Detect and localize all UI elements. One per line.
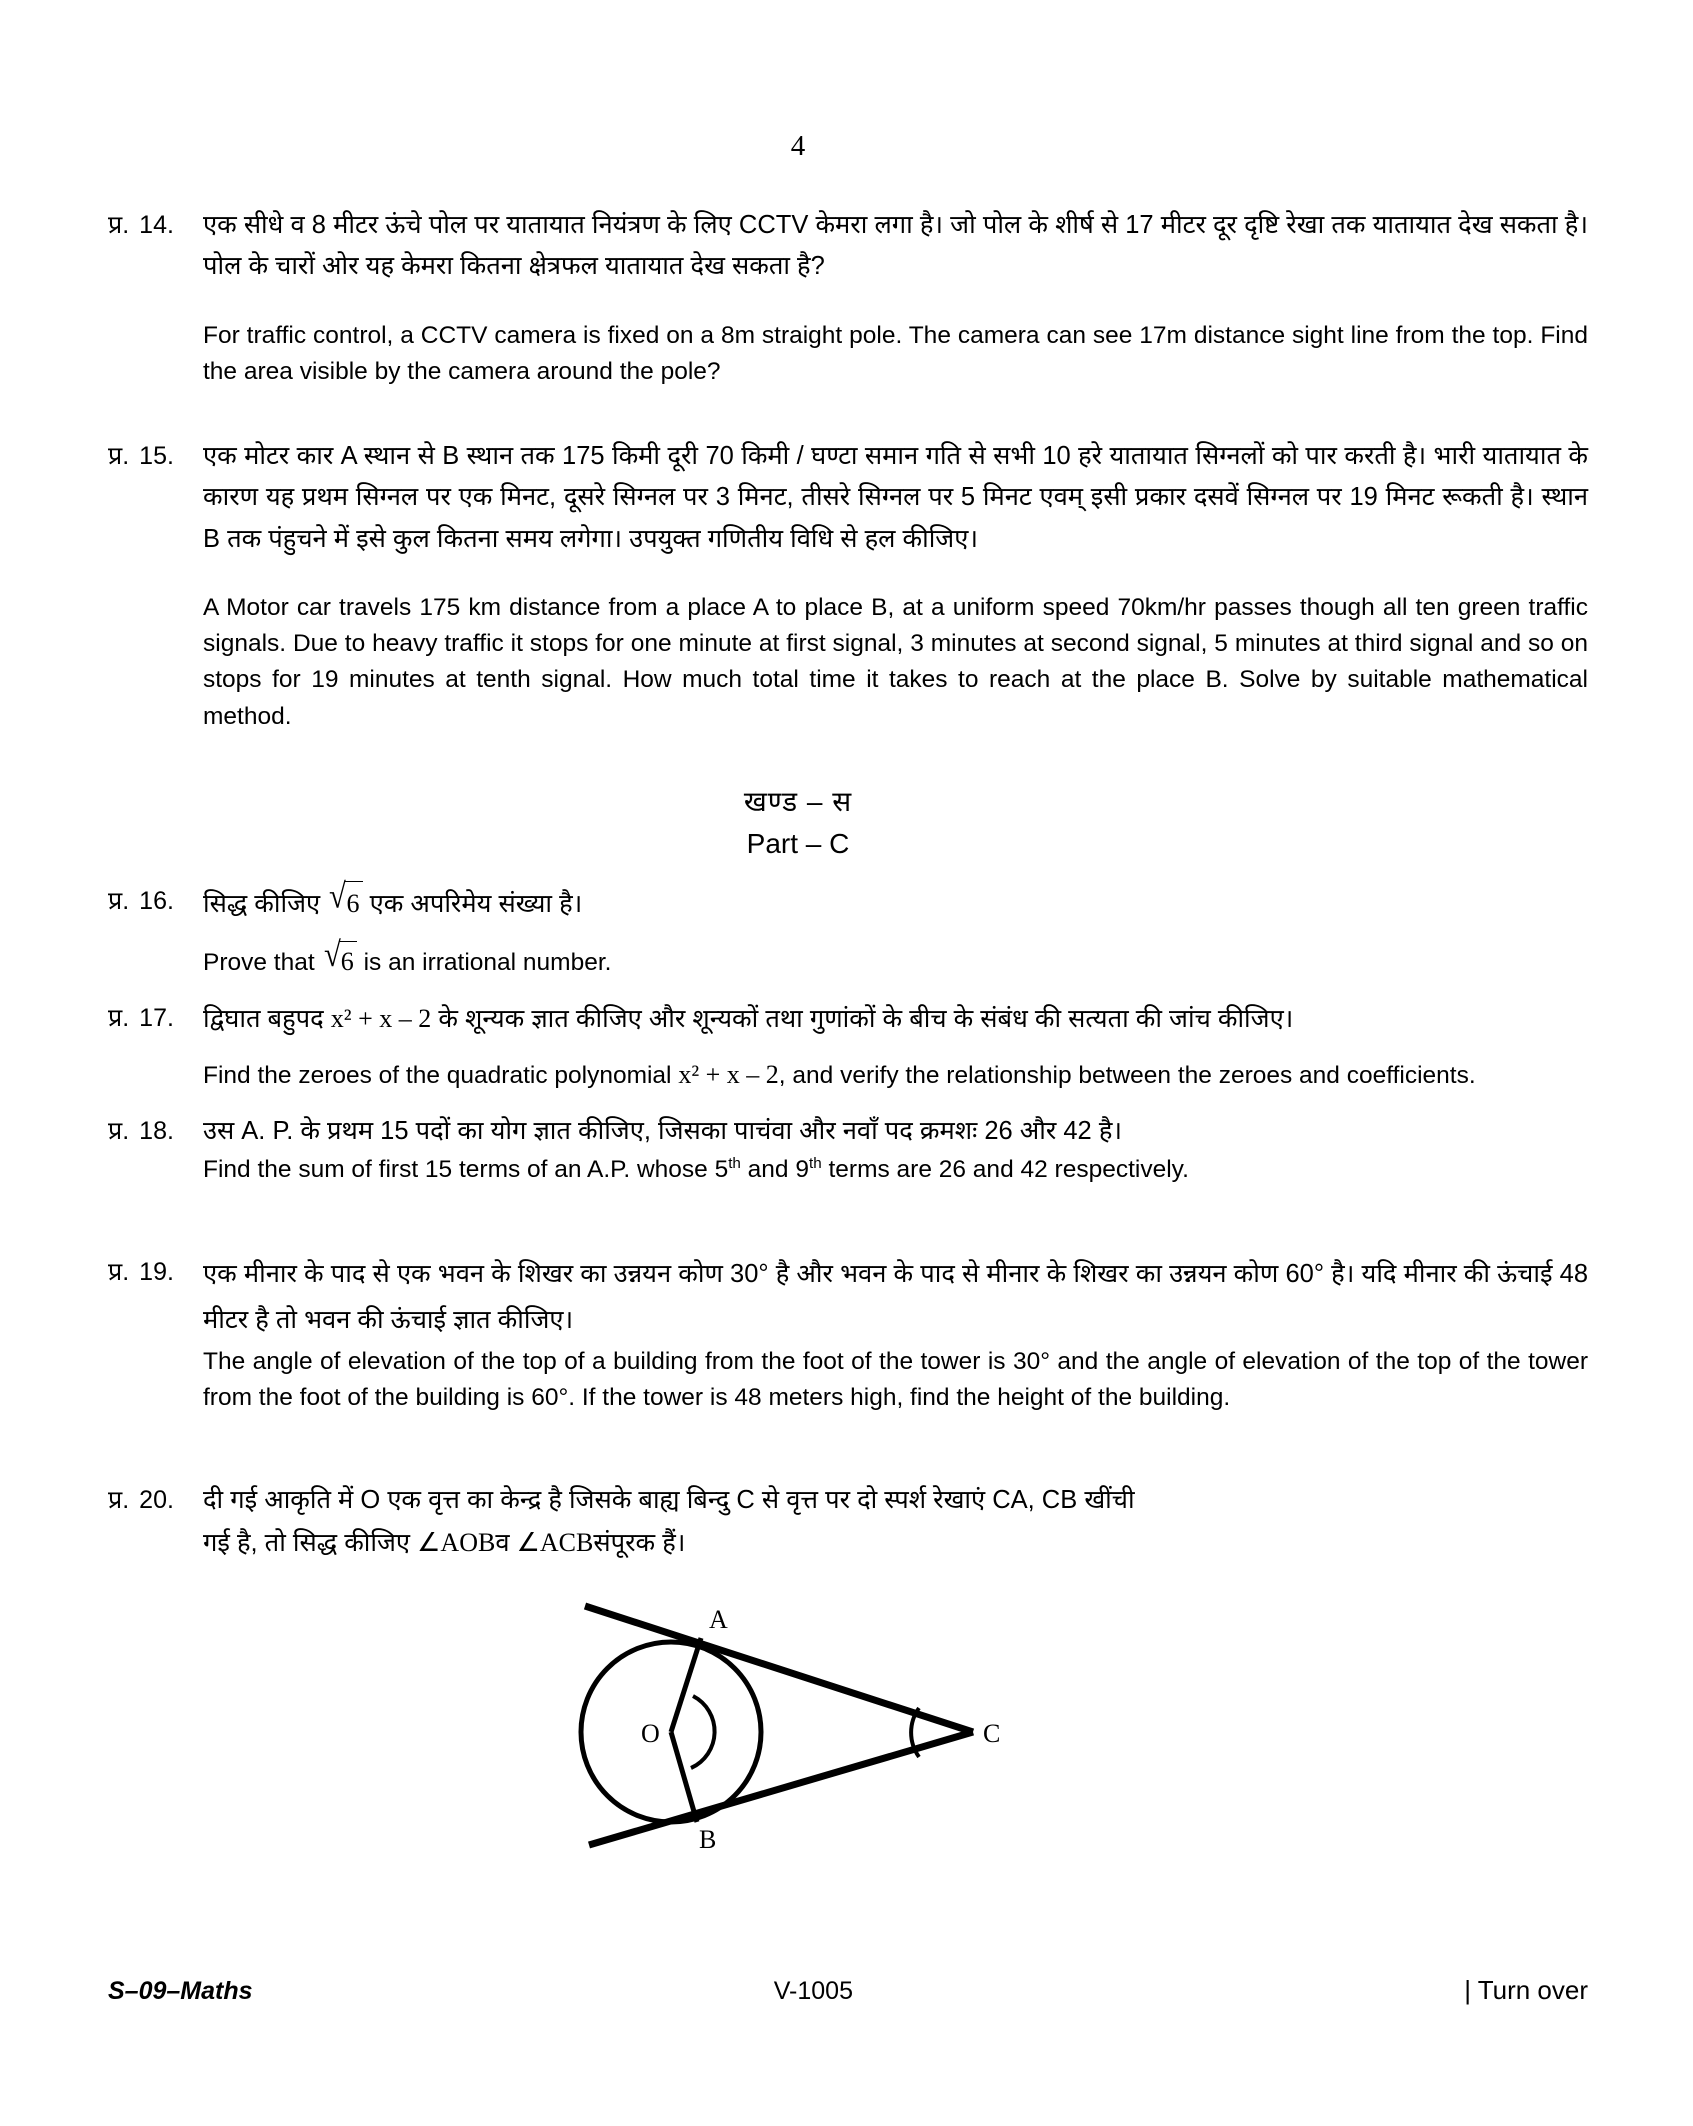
angle-aob: ∠AOB: [417, 1527, 496, 1557]
question-20-number: 20.: [139, 1486, 174, 1515]
page-content: [108, 130, 1588, 1850]
question-15-label: [108, 436, 203, 477]
question-18-english: [203, 1152, 1588, 1188]
quadratic-expression: x² + x – 2: [330, 1003, 432, 1033]
question-16-hindi-after: एक अपरिमेय संख्या है।: [369, 889, 583, 918]
question-prefix: प्र.: [108, 211, 130, 239]
question-prefix: प्र.: [108, 1003, 130, 1032]
part-c-heading: [108, 781, 1488, 865]
question-prefix: प्र.: [108, 1258, 130, 1287]
question-15-number: 15.: [139, 442, 174, 471]
question-16-label: [108, 881, 203, 922]
radius-ob: [671, 1732, 697, 1822]
question-14: [108, 205, 1588, 390]
question-17-hindi: [203, 998, 1588, 1040]
turn-over-note: | Turn over: [1464, 1975, 1588, 2005]
question-14-english: For traffic control, a CCTV camera is fixed on a 8m straight pole. The camera can see 17m distance sight line from the top. Find the area visible by the camera around the pole?: [203, 321, 1588, 385]
question-15: [108, 436, 1588, 735]
conjunction: व: [495, 1528, 510, 1557]
question-18-body: [203, 1111, 1588, 1189]
question-16-english-after: is an irrational number.: [363, 949, 612, 977]
question-17-number: 17.: [139, 1003, 174, 1032]
question-18: [108, 1111, 1588, 1189]
question-16-body: [203, 876, 1588, 982]
question-19: [108, 1252, 1588, 1416]
ordinal-suffix-fifth: th: [728, 1154, 741, 1172]
question-20-hindi-line-2: [203, 1522, 1588, 1564]
question-14-number: 14.: [139, 211, 174, 239]
question-20: [108, 1480, 1588, 1564]
question-20-label: [108, 1480, 203, 1521]
question-20-hindi-line2-a: गई है, तो सिद्ध कीजिए: [203, 1528, 411, 1557]
question-15-hindi: एक मोटर कार A स्थान से B स्थान तक 175 किमी दूरी 70 किमी / घण्टा समान गति से सभी 10 हरे यातायात सिग्नलों को पार करती है। भारी यातायात के कारण यह प्रथम सिग्नल पर एक मिनट, दूसरे सिग्नल पर 3 मिनट, तीसरे सिग्नल पर 5 मिनट एवम् इसी प्रकार दसवें सिग्नल पर 19 मिनट रूकती है। स्थान B तक पंहुचने में इसे कुल कितना समय लगेगा। उपयुक्त गणितीय विधि से हल कीजिए।: [203, 442, 1588, 553]
question-14-hindi: एक सीधे व 8 मीटर ऊंचे पोल पर यातायात नियंत्रण के लिए CCTV केमरा लगा है। जो पोल के शीर्ष से 17 मीटर दूर दृष्टि रेखा तक यातायात देख सकता है। पोल के चारों ओर यह केमरा कितना क्षेत्रफल यातायात देख सकता है?: [203, 211, 1588, 281]
question-17: [108, 998, 1588, 1095]
question-20-hindi-line2-b: संपूरक हैं।: [593, 1528, 686, 1557]
radicand-value: 6: [345, 881, 363, 925]
part-c-heading-english: Part – C: [746, 827, 850, 859]
figure-container: [108, 1600, 1488, 1850]
question-19-label: [108, 1252, 203, 1293]
question-17-hindi-before: द्विघात बहुपद: [203, 1004, 324, 1033]
question-18-english-part3: terms are 26 and 42 respectively.: [821, 1155, 1189, 1183]
question-17-english-after: , and verify the relationship between the zeroes and coefficients.: [778, 1062, 1476, 1090]
quadratic-expression: x² + x – 2: [678, 1060, 779, 1090]
question-20-body: [203, 1480, 1588, 1564]
question-17-english-before: Find the zeroes of the quadratic polynomial: [203, 1062, 672, 1090]
question-prefix: प्र.: [108, 442, 130, 471]
question-prefix: प्र.: [108, 1486, 130, 1515]
question-18-english-part1: Find the sum of first 15 terms of an A.P. whose 5: [203, 1155, 729, 1183]
question-15-body: [203, 436, 1588, 735]
question-16: [108, 876, 1588, 982]
subject-code: S–09–Maths: [108, 1977, 253, 2005]
question-16-english: [203, 935, 1588, 981]
radius-oa: [671, 1638, 701, 1732]
question-16-hindi-before: सिद्ध कीजिए: [203, 889, 321, 918]
figure-label-o: O: [641, 1718, 660, 1748]
paper-code: V-1005: [773, 1977, 853, 2005]
question-16-english-before: Prove that: [203, 949, 315, 977]
radicand-value: 6: [339, 941, 357, 981]
question-prefix: प्र.: [108, 1116, 130, 1145]
question-18-label: [108, 1111, 203, 1152]
figure-label-b: B: [699, 1824, 717, 1850]
question-15-english: A Motor car travels 175 km distance from a place A to place B, at a uniform speed 70km/hr passes though all ten green traffic signals. Due to heavy traffic it stops for one minute at first signal, 3 minutes at second signal, 5 minutes at third signal and so on stops for 19 minutes at tenth signal. How much total time it takes to reach at the place B. Solve by suitable mathematical method.: [203, 593, 1588, 730]
question-19-english: The angle of elevation of the top of a building from the foot of the tower is 30° and the angle of elevation of the top of the tower from the foot of the building is 60°. If the tower is 48 meters high, find the height of the building.: [203, 1347, 1588, 1412]
figure-label-a: A: [709, 1604, 728, 1634]
question-19-hindi: एक मीनार के पाद से एक भवन के शिखर का उन्नयन कोण 30° है और भवन के पाद से मीनार के शिखर का उन्नयन कोण 60° है। यदि मीनार की ऊंचाई 48 मीटर है तो भवन की ऊंचाई ज्ञात कीजिए।: [203, 1260, 1588, 1334]
question-19-body: [203, 1252, 1588, 1416]
figure-label-c: C: [983, 1718, 1001, 1748]
question-19-number: 19.: [139, 1258, 174, 1287]
question-18-number: 18.: [139, 1116, 174, 1145]
ordinal-suffix-ninth: th: [809, 1154, 822, 1172]
part-c-heading-hindi: खण्ड – स: [743, 785, 853, 817]
question-14-body: [203, 205, 1588, 390]
circle-tangents-figure: [563, 1600, 1033, 1850]
question-17-body: [203, 998, 1588, 1095]
page-number: 4: [790, 130, 806, 162]
question-18-english-part2: and 9: [740, 1155, 809, 1183]
angle-arc-aob: [691, 1696, 715, 1768]
question-16-number: 16.: [139, 886, 174, 915]
sqrt-6-math: √6: [327, 881, 362, 925]
angle-acb: ∠ACB: [516, 1527, 594, 1557]
question-prefix: प्र.: [108, 886, 130, 915]
question-20-hindi-line-1: दी गई आकृति में O एक वृत्त का केन्द्र है जिसके बाह्य बिन्दु C से वृत्त पर दो स्पर्श रेखाएं CA, CB खींची: [203, 1486, 1135, 1515]
question-17-english: [203, 1056, 1588, 1094]
question-16-hindi: [203, 876, 1588, 925]
question-17-hindi-after: के शून्यक ज्ञात कीजिए और शून्यकों तथा गुणांकों के बीच के संबंध की सत्यता की जांच कीजिए।: [438, 1004, 1294, 1033]
page-footer: [108, 1975, 1588, 2006]
question-18-hindi: उस A. P. के प्रथम 15 पदों का योग ज्ञात कीजिए, जिसका पाचंवा और नवाँ पद क्रमशः 26 और 42 है।: [203, 1116, 1123, 1145]
question-17-label: [108, 998, 203, 1039]
sqrt-6-math: √6: [322, 941, 357, 981]
question-14-label: [108, 205, 203, 246]
